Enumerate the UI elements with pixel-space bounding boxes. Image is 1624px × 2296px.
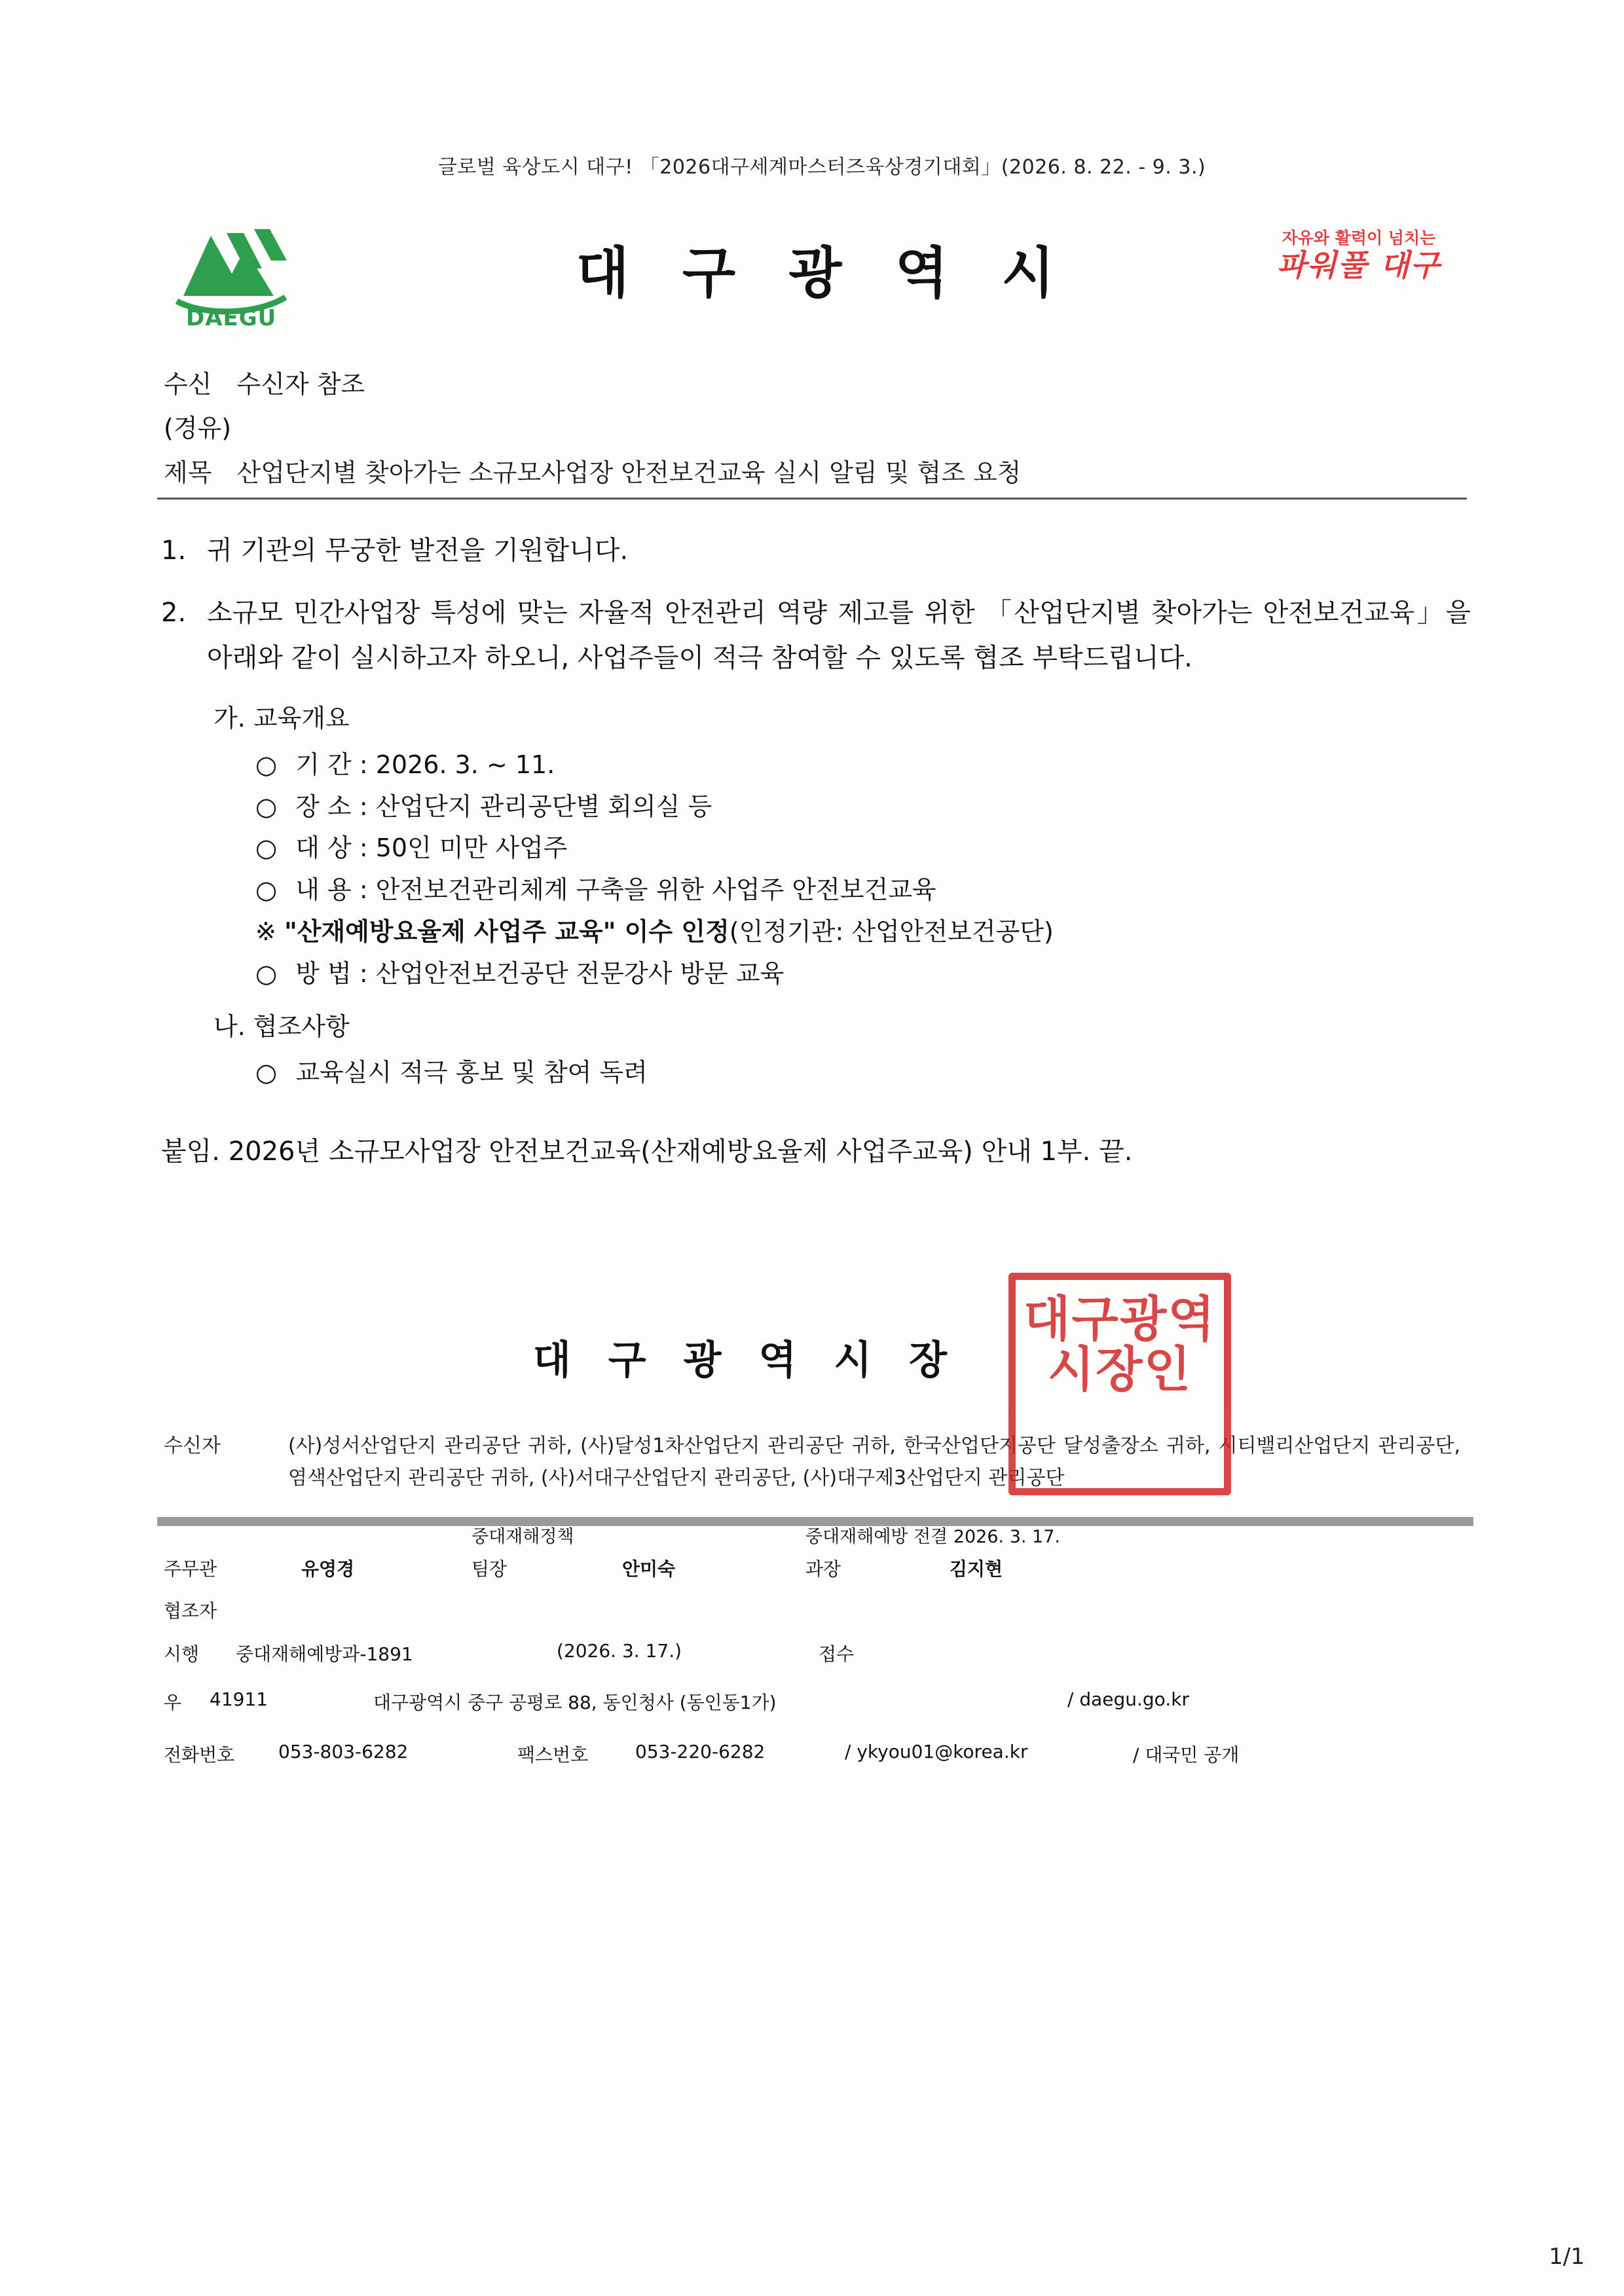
brandmark-main-text: 파워풀 대구 xyxy=(1276,247,1441,283)
bullet-mark-icon: ○ xyxy=(255,792,278,821)
list-item xyxy=(255,828,1473,869)
document-sheet xyxy=(157,118,1473,2187)
execution-label: 시행 xyxy=(164,1643,200,1665)
cooperator-label: 협조자 xyxy=(164,1599,217,1622)
paragraph-2-text: 소규모 민간사업장 특성에 맞는 자율적 안전관리 역량 제고를 위한 「산업단지별 찾아가는 안전보건교육」을 아래와 같이 실시하고자 하오니, 사업주들이 적극 참여할 수 있도록 협조 부탁드립니다. xyxy=(207,597,1471,673)
document-body xyxy=(157,528,1473,1175)
subject-value: 산업단지별 찾아가는 소규모사업장 안전보건교육 실시 알림 및 협조 요청 xyxy=(236,458,1022,487)
via-row: (경유) xyxy=(164,413,232,443)
bullet-mark-icon: ○ xyxy=(255,750,278,779)
disclosure-status: / 대국민 공개 xyxy=(1133,1743,1240,1766)
footer-contact-row xyxy=(164,1730,1473,1779)
footer-address-row xyxy=(164,1682,1473,1730)
note-mark-icon: ※ xyxy=(255,917,276,947)
footer-approval-row xyxy=(164,1526,1473,1585)
recipients-block xyxy=(157,1430,1473,1495)
svg-text:DAEGU: DAEGU xyxy=(186,305,277,331)
bullet-value: 교육실시 적극 홍보 및 참여 독려 xyxy=(295,1058,648,1087)
signature-text: 대 구 광 역 시 장 xyxy=(532,1337,959,1383)
list-item xyxy=(255,1052,1473,1094)
execution-value: 중대재해예방과-1891 xyxy=(236,1643,413,1665)
list-item xyxy=(255,953,1473,995)
signer-name-2: 안미숙 xyxy=(622,1558,676,1580)
telephone-label: 전화번호 xyxy=(164,1743,235,1766)
masthead xyxy=(157,199,1473,337)
bullet-value: 50인 미만 사업주 xyxy=(375,833,568,863)
bullet-value: 산업안전보건공단 전문강사 방문 교육 xyxy=(375,958,784,988)
list-item xyxy=(255,869,1473,911)
zipcode-value: 41911 xyxy=(210,1688,268,1710)
official-seal-icon xyxy=(1008,1273,1231,1495)
bullet-value: 산업단지 관리공단별 회의실 등 xyxy=(375,792,712,821)
bullet-label: 대 상 : xyxy=(295,833,368,863)
recipients-label: 수신자 xyxy=(164,1434,221,1457)
subject-label: 제목 xyxy=(164,458,212,487)
seal-line-2: 시장인 xyxy=(1047,1341,1192,1398)
seal-line-1: 대구광역 xyxy=(1024,1290,1216,1347)
note-bold-text: "산재예방요율제 사업주 교육" 이수 인정 xyxy=(284,917,729,947)
bullet-mark-icon: ○ xyxy=(255,875,278,905)
policy-team-label: 중대재해정책 xyxy=(471,1526,574,1547)
email-link[interactable]: / ykyou01@korea.kr xyxy=(845,1740,1028,1762)
role-label-1: 주무관 xyxy=(164,1558,217,1580)
role-label-2: 팀장 xyxy=(471,1558,507,1580)
telephone-value: 053-803-6282 xyxy=(278,1740,409,1762)
bullet-mark-icon: ○ xyxy=(255,958,278,988)
document-footer xyxy=(157,1526,1473,1779)
bullet-label: 내 용 : xyxy=(295,875,368,905)
bullet-mark-icon: ○ xyxy=(255,833,278,863)
office-address: 대구광역시 중구 공평로 88, 동인청사 (동인동1가) xyxy=(373,1691,777,1713)
bullet-label: 장 소 : xyxy=(295,792,368,821)
paragraph-2-number: 2. xyxy=(161,597,187,628)
receiver-value: 수신자 참조 xyxy=(236,370,365,399)
signer-name-1: 유영경 xyxy=(301,1558,355,1580)
signature-block xyxy=(157,1273,1473,1423)
bullet-label: 방 법 : xyxy=(295,958,368,988)
footer-cooperator-row xyxy=(164,1585,1473,1633)
fax-label: 팩스번호 xyxy=(517,1743,589,1766)
bullet-mark-icon: ○ xyxy=(255,1058,278,1087)
bullet-label: 기 간 : xyxy=(295,750,368,779)
signer-name-3: 김지현 xyxy=(950,1558,1003,1580)
brandmark-top-text: 자유와 활력이 넘치는 xyxy=(1282,228,1436,247)
attachment-line: 붙임. 2026년 소규모사업장 안전보건교육(산재예방요율제 사업주교육) 안내 1부. 끝. xyxy=(161,1136,1133,1167)
bullet-value: 2026. 3. ~ 11. xyxy=(375,750,555,779)
subject-row xyxy=(157,452,1467,500)
page-title: 대 구 광 역 시 xyxy=(576,241,1072,305)
paragraph-1-number: 1. xyxy=(161,536,187,566)
paragraph-1-text: 귀 기관의 무궁한 발전을 기원합니다. xyxy=(207,536,629,566)
page-number: 1/1 xyxy=(1549,2244,1585,2270)
approval-note: 중대재해예방 전결 2026. 3. 17. xyxy=(805,1526,1060,1547)
paragraph-2 xyxy=(157,591,1473,681)
address-block xyxy=(157,363,1473,450)
receipt-label: 접수 xyxy=(819,1643,855,1665)
footer-execution-row xyxy=(164,1633,1473,1682)
zipcode-label: 우 xyxy=(164,1691,182,1713)
list-item xyxy=(255,786,1473,828)
fax-value: 053-220-6282 xyxy=(635,1740,766,1762)
role-label-3: 과장 xyxy=(805,1558,841,1580)
list-item xyxy=(255,744,1473,786)
note-line xyxy=(255,911,1473,953)
subsection-b-heading: 나. 협조사항 xyxy=(213,1011,350,1041)
website-link[interactable]: / daegu.go.kr xyxy=(1067,1688,1189,1710)
execution-date: (2026. 3. 17.) xyxy=(557,1639,682,1662)
receiver-row xyxy=(164,363,1473,407)
brandmark xyxy=(1251,225,1467,282)
bullet-value: 안전보건관리체계 구축을 위한 사업주 안전보건교육 xyxy=(375,875,936,905)
receiver-label: 수신 xyxy=(164,370,212,399)
note-rest-text: (인정기관: 산업안전보건공단) xyxy=(729,917,1054,947)
subsection-a-heading: 가. 교육개요 xyxy=(213,704,350,733)
header-slogan: 글로벌 육상도시 대구! 「2026대구세계마스터즈육상경기대회」(2026. 8. 22. - 9. 3.) xyxy=(437,156,1206,179)
recipients-text: (사)성서산업단지 관리공단 귀하, (사)달성1차산업단지 관리공단 귀하, 한국산업단지공단 달성출장소 귀하, 시티밸리산업단지 관리공단, 염색산업단지 관리공단 귀하, (사)서대구산업단지 관리공단, (사)대구제3산업단지 관리공단 xyxy=(288,1434,1460,1490)
paragraph-1 xyxy=(157,528,1473,574)
